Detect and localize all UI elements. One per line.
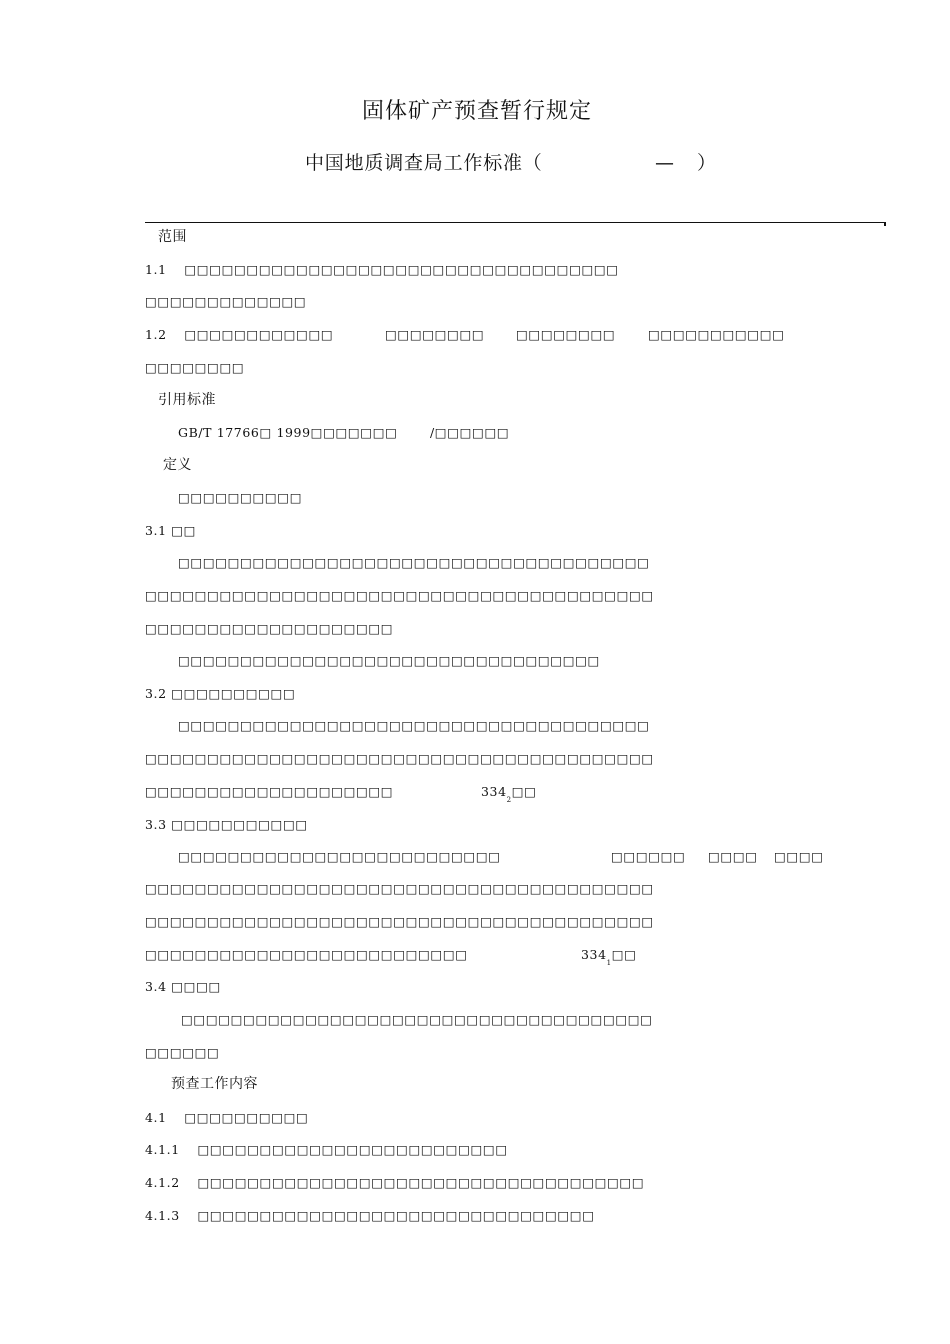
section-1-heading: 范围 [158, 229, 187, 245]
clause-3-3-line-1d: □□□□ [774, 849, 824, 864]
header-rule-end [884, 222, 886, 226]
code-subscript: 2 [506, 796, 512, 804]
section-3-intro: □□□□□□□□□□ [178, 490, 303, 505]
clause-3-4-heading: 3.4 □□□□ [145, 979, 221, 994]
clause-4-1-3: 4.1.3 □□□□□□□□□□□□□□□□□□□□□□□□□□□□□□□□ [145, 1208, 595, 1223]
code-subscript: 1 [606, 959, 612, 967]
document-title: 固体矿产预查暂行规定 [362, 99, 593, 124]
clause-3-3-line-1a: □□□□□□□□□□□□□□□□□□□□□□□□□□ [178, 849, 501, 864]
clause-4-1-heading: 4.1 □□□□□□□□□□ [145, 1110, 309, 1125]
document-subtitle [305, 151, 543, 175]
clause-3-2-line-2: □□□□□□□□□□□□□□□□□□□□□□□□□□□□□□□□□□□□□□□□□ [145, 751, 654, 766]
clause-1-1-line-2: □□□□□□□□□□□□□ [145, 294, 307, 309]
reference-standard-a: GB/T 17766□ 1999□□□□□□□ [178, 425, 398, 440]
code-tail: □□ [611, 947, 637, 962]
section-3-heading: 定义 [163, 457, 192, 473]
clause-3-1-line-4: □□□□□□□□□□□□□□□□□□□□□□□□□□□□□□□□□□ [178, 653, 600, 668]
clause-3-4-line-1: □□□□□□□□□□□□□□□□□□□□□□□□□□□□□□□□□□□□□□ [181, 1012, 653, 1027]
clause-3-2-line-3: □□□□□□□□□□□□□□□□□□□□ [145, 784, 394, 799]
clause-3-3-line-3: □□□□□□□□□□□□□□□□□□□□□□□□□□□□□□□□□□□□□□□□□ [145, 914, 654, 929]
clause-1-2-line-1a: 1.2 □□□□□□□□□□□□ [145, 327, 334, 342]
clause-3-3-heading: 3.3 □□□□□□□□□□□ [145, 817, 308, 832]
reference-standard-b: /□□□□□□ [430, 425, 510, 440]
clause-4-1-1: 4.1.1 □□□□□□□□□□□□□□□□□□□□□□□□□ [145, 1142, 508, 1157]
clause-3-1-line-1: □□□□□□□□□□□□□□□□□□□□□□□□□□□□□□□□□□□□□□ [178, 555, 650, 570]
clause-3-1-line-3: □□□□□□□□□□□□□□□□□□□□ [145, 621, 394, 636]
subtitle-dash: — [655, 152, 675, 174]
resource-code-334-1 [581, 947, 637, 971]
clause-1-2-line-1d: □□□□□□□□□□□ [648, 327, 785, 342]
clause-1-2-line-2: □□□□□□□□ [145, 360, 245, 375]
clause-3-4-line-2: □□□□□□ [145, 1045, 220, 1060]
clause-1-2-line-1c: □□□□□□□□ [516, 327, 616, 342]
clause-3-1-line-2: □□□□□□□□□□□□□□□□□□□□□□□□□□□□□□□□□□□□□□□□□ [145, 588, 654, 603]
clause-3-3-line-1c: □□□□ [708, 849, 758, 864]
clause-1-2-line-1b: □□□□□□□□ [385, 327, 485, 342]
clause-3-3-line-2: □□□□□□□□□□□□□□□□□□□□□□□□□□□□□□□□□□□□□□□□□ [145, 881, 654, 896]
clause-3-3-line-4: □□□□□□□□□□□□□□□□□□□□□□□□□□ [145, 947, 468, 962]
section-4-heading: 预查工作内容 [171, 1076, 258, 1092]
clause-3-3-line-1b: □□□□□□ [611, 849, 686, 864]
clause-1-1-line-1: 1.1 □□□□□□□□□□□□□□□□□□□□□□□□□□□□□□□□□□□ [145, 262, 619, 277]
clause-3-1-heading: 3.1 □□ [145, 523, 197, 538]
code-main: 334 [581, 947, 607, 962]
section-2-heading: 引用标准 [158, 392, 216, 408]
resource-code-334-2 [481, 784, 537, 808]
code-tail: □□ [511, 784, 537, 799]
clause-4-1-2: 4.1.2 □□□□□□□□□□□□□□□□□□□□□□□□□□□□□□□□□□□□ [145, 1175, 645, 1190]
header-rule [145, 222, 885, 223]
clause-3-2-line-1: □□□□□□□□□□□□□□□□□□□□□□□□□□□□□□□□□□□□□□ [178, 718, 650, 733]
clause-3-2-heading: 3.2 □□□□□□□□□□ [145, 686, 296, 701]
subtitle-prefix: 中国地质调查局工作标准（ [305, 152, 543, 174]
code-main: 334 [481, 784, 507, 799]
subtitle-close: ） [697, 152, 717, 174]
